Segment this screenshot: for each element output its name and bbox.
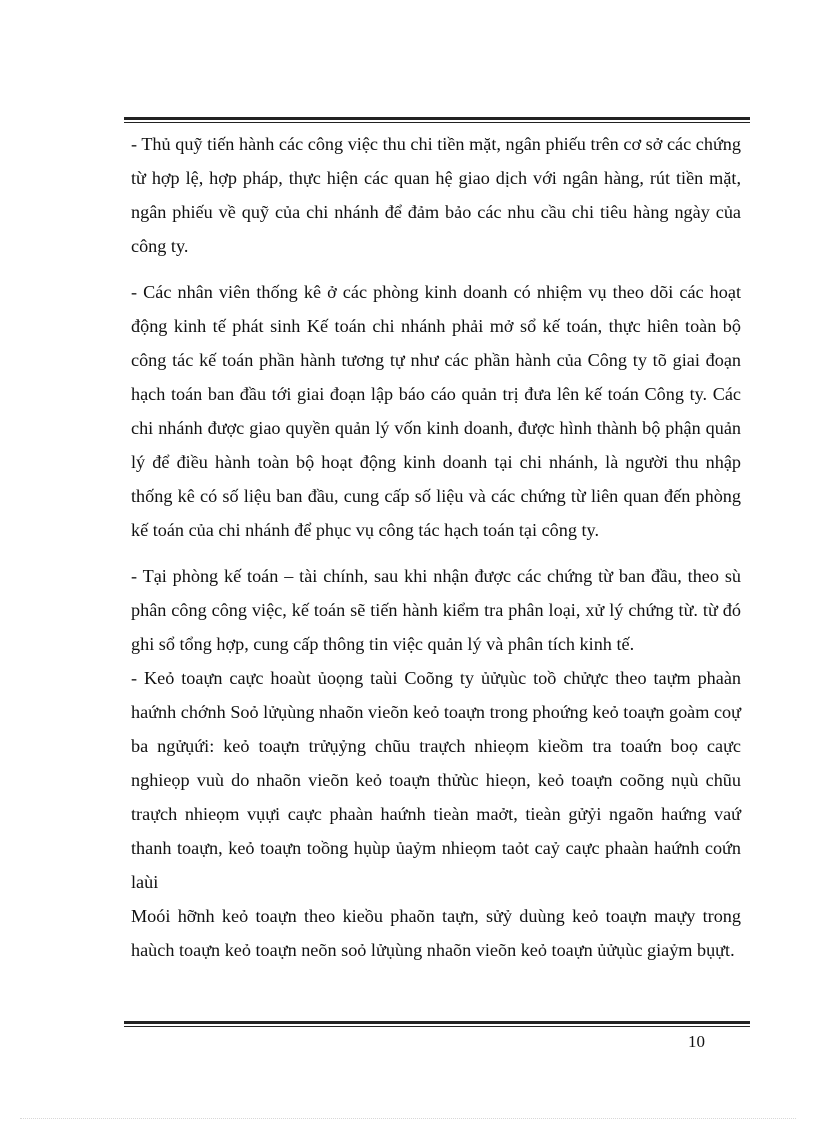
document-body <box>131 127 741 967</box>
header-rule <box>124 117 750 123</box>
paragraph-mo-hinh-ke-toan: Moói hỡnh keỏ toaựn theo kieồu phaõn taựn, sửỷ duùng keỏ toaựn maựy trong haùch toaựn keỏ toaựn neõn soỏ lửụùng nhaõn vieõn keỏ toaựn ủửụùc giaỷm bụựt. <box>131 906 741 960</box>
page-edge-dotted-line <box>20 1118 796 1119</box>
footer-rule <box>124 1021 750 1027</box>
page-number: 10 <box>688 1032 705 1051</box>
paragraph-ke-toan-hoat-dong: - Keỏ toaựn caực hoaùt ủoọng taùi Coõng ty ủửụùc toồ chửực theo taựm phaàn haứnh chớnh Soỏ lửụùng nhaõn vieõn keỏ toaựn trong phoứng keỏ toaựn goàm coự ba ngửụứi: keỏ toaựn trửụỷng chũu traựch nhieọm kieồm tra toaứn boọ caực nghieọp vuù do nhaõn vieõn keỏ toaựn thửùc hieọn, keỏ toaựn coõng nụù chũu traựch nhieọm vụựi caực phaàn haứnh tieàn maởt, tieàn gửỷi ngaõn haứng vaứ thanh toaựn, keỏ toaựn toồng hụùp ủaỷm nhieọm taỏt caỷ caực phaàn haứnh coứn laùi <box>131 668 741 892</box>
paragraph-phong-ke-toan: - Tại phòng kế toán – tài chính, sau khi nhận được các chứng từ ban đầu, theo sù phân công công việc, kế toán sẽ tiến hành kiểm tra phân loại, xử lý chứng từ. từ đó ghi sổ tổng hợp, cung cấp thông tin việc quản lý và phân tích kinh tế. <box>131 566 741 654</box>
paragraph-thu-quy: - Thủ quỹ tiến hành các công việc thu chi tiền mặt, ngân phiếu trên cơ sở các chứng từ hợp lệ, hợp pháp, thực hiện các quan hệ giao dịch với ngân hàng, rút tiền mặt, ngân phiếu về quỹ của chi nhánh để đảm bảo các nhu cầu chi tiêu hàng ngày của công ty. <box>131 134 741 256</box>
paragraph-nhan-vien-thong-ke: - Các nhân viên thống kê ở các phòng kinh doanh có nhiệm vụ theo dõi các hoạt động kinh tế phát sinh Kế toán chi nhánh phải mở sổ kế toán, thực hiên toàn bộ công tác kế toán phần hành tương tự như các phần hành của Công ty tõ giai đoạn hạch toán ban đầu tới giai đoạn lập báo cáo quản trị đưa lên kế toán Công ty. Các chi nhánh được giao quyền quản lý vốn kinh doanh, được hình thành bộ phận quản lý để điều hành toàn bộ hoạt động kinh doanh tại chi nhánh, là người thu nhập thống kê có số liệu ban đầu, cung cấp số liệu và các chứng từ liên quan đến phòng kế toán của chi nhánh để phục vụ công tác hạch toán tại công ty. <box>131 282 741 540</box>
